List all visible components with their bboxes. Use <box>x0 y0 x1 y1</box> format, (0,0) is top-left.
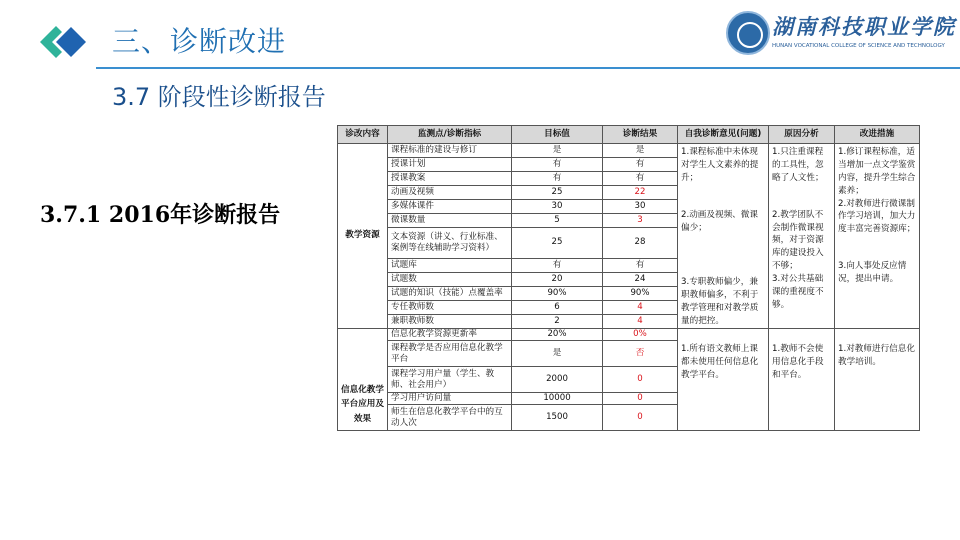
diagnosis-item: 2.动画及视频、微课偏少； <box>681 209 758 233</box>
indicator-cell: 课程教学是否应用信息化教学平台 <box>388 341 512 367</box>
indicator-cell: 试题库 <box>388 258 512 272</box>
column-header: 目标值 <box>512 126 603 144</box>
measure-item: 3.向人事处反应情况，提出申请。 <box>838 261 907 285</box>
column-header: 自我诊断意见(问题) <box>678 126 769 144</box>
result-cell: 22 <box>603 186 678 200</box>
target-cell: 是 <box>512 341 603 367</box>
indicator-cell: 学习用户访问量 <box>388 393 512 405</box>
target-cell: 25 <box>512 228 603 258</box>
result-cell: 有 <box>603 258 678 272</box>
indicator-cell: 试题数 <box>388 272 512 286</box>
college-name-en: HUNAN VOCATIONAL COLLEGE OF SCIENCE AND TECHNOLOGY <box>772 43 945 49</box>
indicator-cell: 动画及视频 <box>388 186 512 200</box>
slide-subtitle: 3.7 阶段性诊断报告 <box>112 83 326 111</box>
target-cell: 20% <box>512 329 603 341</box>
diagnosis-item: 1.课程标准中未体现对学生人文素养的提升； <box>681 147 759 183</box>
result-cell: 4 <box>603 314 678 328</box>
diagnosis-report-table <box>337 125 920 431</box>
indicator-cell: 多媒体课件 <box>388 200 512 214</box>
target-cell: 6 <box>512 300 603 314</box>
measure-item: 1.对教师进行信息化教学培训。 <box>838 344 915 367</box>
target-cell: 30 <box>512 200 603 214</box>
result-cell: 24 <box>603 272 678 286</box>
result-cell: 0 <box>603 393 678 405</box>
measure-item: 2.对教师进行微课制作学习培训，加大力度丰富完善资源库； <box>838 198 916 235</box>
column-header: 诊改内容 <box>338 126 388 144</box>
measure-item: 1.修订课程标准，适当增加一点文学鉴赏内容，提升学生综合素养； <box>838 147 916 196</box>
result-cell: 4 <box>603 300 678 314</box>
diamond-logo-icon <box>38 20 90 64</box>
category-cell: 信息化教学平台应用及效果 <box>338 329 388 431</box>
result-cell: 0 <box>603 405 678 431</box>
cause-item: 1.只注重课程的工具性，忽略了人文性； <box>772 147 824 183</box>
indicator-cell: 试题的知识（技能）点覆盖率 <box>388 286 512 300</box>
cause-item: 2.教学团队不会制作微课视频，对于资源库的建设投入不够； <box>772 209 824 272</box>
indicator-cell: 师生在信息化教学平台中的互动人次 <box>388 405 512 431</box>
table-row <box>338 329 920 341</box>
indicator-cell: 专任教师数 <box>388 300 512 314</box>
cause-item: 1.教师不会使用信息化手段和平台。 <box>772 344 824 380</box>
diagnosis-item: 1.所有语文教师上课都未使用任何信息化教学平台。 <box>681 344 759 380</box>
result-cell: 30 <box>603 200 678 214</box>
column-header: 监测点/诊断指标 <box>388 126 512 144</box>
indicator-cell: 信息化教学资源更新率 <box>388 329 512 341</box>
result-cell: 有 <box>603 158 678 172</box>
result-cell: 90% <box>603 286 678 300</box>
cause-cell <box>769 329 835 431</box>
result-cell: 0% <box>603 329 678 341</box>
target-cell: 2 <box>512 314 603 328</box>
table-header-row <box>338 126 920 144</box>
result-cell: 否 <box>603 341 678 367</box>
target-cell: 90% <box>512 286 603 300</box>
measures-cell <box>835 329 920 431</box>
target-cell: 5 <box>512 214 603 228</box>
target-cell: 25 <box>512 186 603 200</box>
cause-cell <box>769 144 835 329</box>
college-seal-icon <box>726 11 770 55</box>
target-cell: 10000 <box>512 393 603 405</box>
slide-title: 三、诊断改进 <box>112 25 287 58</box>
target-cell: 1500 <box>512 405 603 431</box>
result-cell: 有 <box>603 172 678 186</box>
result-cell: 3 <box>603 214 678 228</box>
college-name-cn: 湖南科技职业学院 <box>772 14 956 39</box>
column-header: 诊断结果 <box>603 126 678 144</box>
indicator-cell: 课程标准的建设与修订 <box>388 144 512 158</box>
diagnosis-cell <box>678 144 769 329</box>
indicator-cell: 兼职教师数 <box>388 314 512 328</box>
result-cell: 是 <box>603 144 678 158</box>
cause-item: 3.对公共基础课的重视度不够。 <box>772 274 824 310</box>
column-header: 原因分析 <box>769 126 835 144</box>
header-divider <box>96 67 960 69</box>
diagnosis-item: 3.专职教师偏少，兼职教师偏多，不利于教学管理和对教学质量的把控。 <box>681 277 759 327</box>
diagnosis-cell <box>678 329 769 431</box>
college-logo <box>724 5 956 61</box>
indicator-cell: 课程学习用户量（学生、教师、社会用户） <box>388 367 512 393</box>
target-cell: 有 <box>512 172 603 186</box>
target-cell: 是 <box>512 144 603 158</box>
target-cell: 有 <box>512 258 603 272</box>
section-label: 3.7.1 2016年诊断报告 <box>40 202 281 228</box>
category-cell: 教学资源 <box>338 144 388 329</box>
result-cell: 28 <box>603 228 678 258</box>
indicator-cell: 授课教案 <box>388 172 512 186</box>
target-cell: 有 <box>512 158 603 172</box>
measures-cell <box>835 144 920 329</box>
result-cell: 0 <box>603 367 678 393</box>
indicator-cell: 微课数量 <box>388 214 512 228</box>
target-cell: 2000 <box>512 367 603 393</box>
indicator-cell: 授课计划 <box>388 158 512 172</box>
table-row <box>338 144 920 158</box>
target-cell: 20 <box>512 272 603 286</box>
column-header: 改进措施 <box>835 126 920 144</box>
indicator-cell: 文本资源（讲义、行业标准、案例等在线辅助学习资料） <box>388 228 512 258</box>
